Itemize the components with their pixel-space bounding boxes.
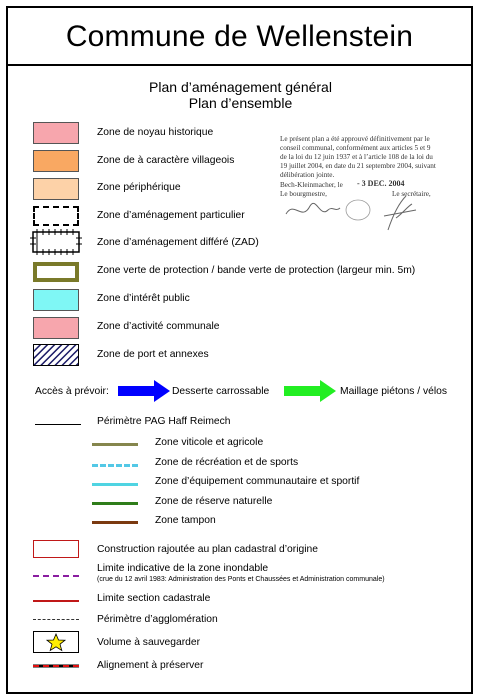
swatch-port [33,344,79,366]
legend-construction: Construction rajoutée au plan cadastral d’origine [97,544,318,555]
access-carrossable: Desserte carrossable [172,386,270,397]
line-alignement [33,662,79,670]
title-box [6,6,473,66]
legend-equipement: Zone d’équipement communautaire et sportif [155,476,360,487]
legend-noyau: Zone de noyau historique [97,127,214,138]
approval-date-stamp: - 3 DEC. 2004 [357,179,405,188]
legend-perimetre-pag: Périmètre PAG Haff Reimech [97,416,231,427]
line-viticole [92,443,138,446]
legend-particulier: Zone d’aménagement particulier [97,210,245,221]
line-equipement [92,483,138,486]
swatch-activite [33,317,79,339]
secretaire-label: Le secrétaire, [392,190,431,198]
swatch-particulier [33,206,79,226]
line-tampon [92,521,138,524]
approval-line-3: de la loi du 12 juin 1937 et à l’article 108 de la loi du [280,153,433,161]
line-recreation [92,464,138,467]
signatures [280,192,430,240]
legend-verte: Zone verte de protection / bande verte de protection (largeur min. 5m) [97,265,416,276]
legend-interet: Zone d’intérêt public [97,293,190,304]
approval-line-5: délibération jointe. [280,171,335,179]
bourgmestre-label: Le bourgmestre, [280,190,327,198]
swatch-construction [33,540,79,558]
line-inondable [33,575,79,577]
swatch-interet [33,289,79,311]
access-label: Accès à prévoir: [35,386,109,397]
legend-section: Limite section cadastrale [97,593,211,604]
page-title: Commune de Wellenstein [65,20,414,53]
legend-recreation: Zone de récréation et de sports [155,457,299,468]
legend-alignement: Alignement à préserver [97,660,204,671]
legend-port: Zone de port et annexes [97,349,209,360]
line-perimetre-pag [35,424,81,425]
legend-tampon: Zone tampon [155,515,216,526]
legend-agglomeration: Périmètre d’agglomération [97,614,218,625]
plan-subtitle: Plan d’aménagement général [149,79,332,95]
arrow-carrossable-icon [118,380,170,402]
legend-viticole: Zone viticole et agricole [155,437,264,448]
arrow-pietons-icon [284,380,336,402]
swatch-zad [29,228,85,258]
legend-volume: Volume à sauvegarder [97,637,201,648]
approval-line-2: conseil communal, conformément aux articles 5 et 9 [280,144,431,152]
plan-subtitle-2: Plan d’ensemble [188,95,293,111]
swatch-verte [33,262,79,282]
line-section [33,600,79,602]
line-agglomeration [33,619,79,620]
legend-villageois: Zone de à caractère villageois [97,155,235,166]
approval-line-4: 19 juillet 2004, en date du 21 septembre 2004, suivant [280,162,436,170]
legend-inondable-note: (crue du 12 avril 1983: Administration des Ponts et Chaussées et Administration communale) [97,576,385,583]
swatch-noyau [33,122,79,144]
star-icon [33,631,79,653]
access-pietons: Maillage piétons / vélos [340,386,448,397]
legend-zad: Zone d’aménagement différé (ZAD) [97,237,259,248]
legend-reserve: Zone de réserve naturelle [155,496,273,507]
swatch-peripherique [33,178,79,200]
legend-activite: Zone d’activité communale [97,321,220,332]
swatch-villageois [33,150,79,172]
approval-date-line: Bech-Kleinmacher, le [280,181,343,189]
legend-inondable: Limite indicative de la zone inondable [97,563,269,574]
legend-peripherique: Zone périphérique [97,182,181,193]
approval-line-1: Le présent plan a été approuvé définitivement par le [280,135,430,143]
line-reserve [92,502,138,505]
